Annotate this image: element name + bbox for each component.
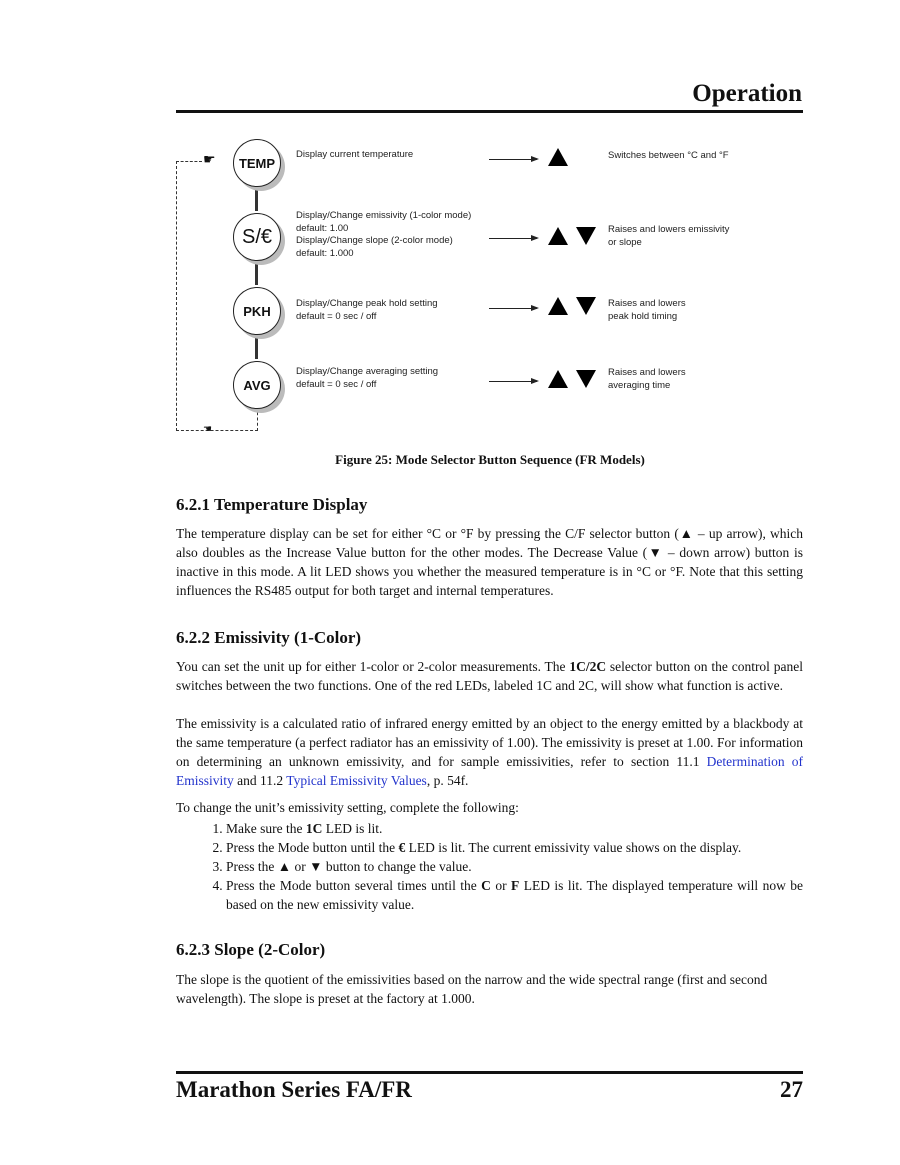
temperature-display-paragraph: The temperature display can be set for either °C or °F by pressing the C/F selector button (▲ – up arrow), which also doubles as the Increase Value button for the other modes. The Decrease Value (▼ – down arrow) button is inactive in this mode. A lit LED shows you whether the measured temperature is in °C or °F. Note that this setting influences the RS485 output for both target and internal temperatures. — [176, 526, 803, 598]
footer-title: Marathon Series FA/FR — [176, 1077, 412, 1102]
down-triangle-icon — [576, 370, 596, 388]
section-heading-emissivity: 6.2.2 Emissivity (1-Color) — [176, 628, 362, 647]
down-triangle-icon — [576, 297, 596, 315]
loop-line-left — [176, 161, 177, 431]
averaging-description: Display/Change averaging setting default = 0 sec / off — [296, 366, 439, 390]
averaging-result: Raises and lowers averaging time — [608, 367, 686, 391]
right-arrow-icon — [489, 238, 537, 239]
page-number: 27 — [780, 1077, 803, 1102]
mode-sequence-figure — [0, 0, 900, 460]
list-item: 1. Make sure the 1C LED is lit. — [226, 819, 803, 838]
up-triangle-icon — [548, 297, 568, 315]
section-heading-temperature-display: 6.2.1 Temperature Display — [176, 495, 368, 514]
emissivity-steps-list — [176, 819, 803, 914]
footer-rule — [176, 1071, 803, 1074]
link-determination-of-emissivity[interactable]: Determination of Emissivity — [176, 754, 803, 788]
peak-hold-result: Raises and lowers peak hold timing — [608, 298, 686, 322]
pointing-hand-icon: ☚ — [203, 424, 212, 435]
up-triangle-icon — [548, 227, 568, 245]
up-triangle-icon — [548, 370, 568, 388]
emissivity-steps-intro: To change the unit’s emissivity setting, complete the following: — [176, 800, 519, 815]
connector — [255, 187, 258, 211]
list-item: 4. Press the Mode button several times until the C or F LED is lit. The displayed temperature will now be based on the new emissivity value. — [226, 876, 803, 914]
temp-description: Display current temperature — [296, 149, 414, 160]
loop-line-bottom — [176, 430, 258, 431]
loop-line-top — [176, 161, 202, 162]
list-item: 3. Press the ▲ or ▼ button to change the value. — [226, 857, 803, 876]
right-arrow-icon — [489, 159, 537, 160]
page-header-title: Operation — [692, 80, 802, 107]
temp-button: TEMP — [233, 139, 281, 187]
list-item: 2. Press the Mode button until the € LED is lit. The current emissivity value shows on the display. — [226, 838, 803, 857]
emissivity-paragraph-1: You can set the unit up for either 1-color or 2-color measurements. The 1C/2C selector button on the control panel switches between the two functions. One of the red LEDs, labeled 1C and 2C, will show what function is active. — [176, 659, 803, 693]
emissivity-result: Raises and lowers emissivity or slope — [608, 224, 730, 248]
connector — [255, 263, 258, 285]
loop-line-bottom-right — [257, 407, 258, 431]
averaging-button: AVG — [233, 361, 281, 409]
section-heading-slope: 6.2.3 Slope (2-Color) — [176, 940, 326, 959]
right-arrow-icon — [489, 308, 537, 309]
peak-hold-description: Display/Change peak hold setting default = 0 sec / off — [296, 298, 438, 322]
right-arrow-icon — [489, 381, 537, 382]
temp-result: Switches between °C and °F — [608, 150, 729, 161]
emissivity-description: Display/Change emissivity (1-color mode) default: 1.00 Display/Change slope (2-color mode) default: 1.000 — [296, 210, 472, 259]
emissivity-paragraph-2: The emissivity is a calculated ratio of infrared energy emitted by an object to the energy emitted by a blackbody at the same temperature (a perfect radiator has an emissivity of 1.00). The emissivity is preset at 1.00. For information on determining an unknown emissivity, and for sample emissivities, refer to section 11.1 Determination of Emissivity and 11.2 Typical Emissivity Values, p. 54f. — [176, 716, 803, 788]
down-triangle-icon — [576, 227, 596, 245]
emissivity-slope-button: S/€ — [233, 213, 281, 261]
slope-paragraph: The slope is the quotient of the emissivities based on the narrow and the wide spectral range (first and second wavelength). The slope is preset at the factory at 1.000. — [176, 972, 768, 1006]
figure-caption: Figure 25: Mode Selector Button Sequence (FR Models) — [335, 452, 645, 467]
up-triangle-icon — [548, 148, 568, 166]
connector — [255, 337, 258, 359]
link-typical-emissivity-values[interactable]: Typical Emissivity Values — [286, 773, 427, 788]
peak-hold-button: PKH — [233, 287, 281, 335]
pointing-hand-icon: ☛ — [203, 153, 216, 168]
